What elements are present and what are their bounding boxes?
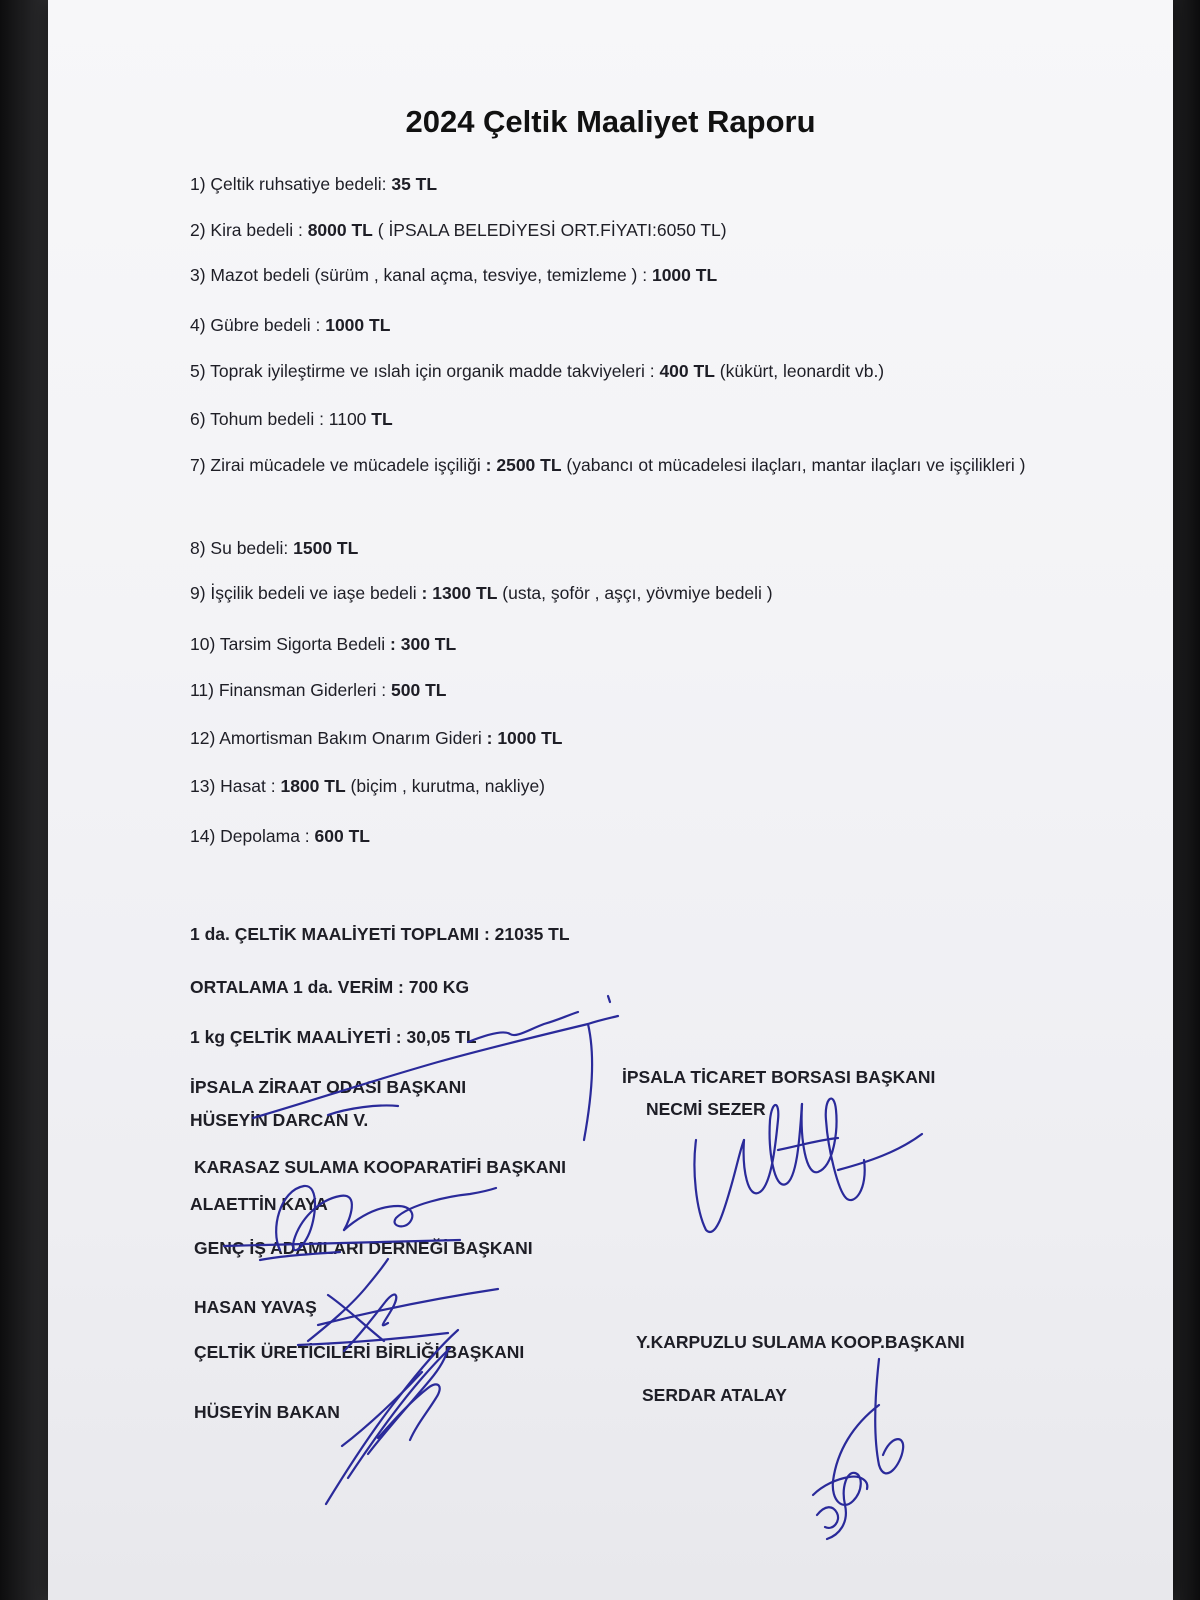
cost-item — [190, 449, 1070, 481]
item-amount: TL — [371, 409, 393, 429]
genc-name: HASAN YAVAŞ — [194, 1297, 317, 1317]
genc-title: GENÇ İŞ ADAMLARI DERNEĞİ BAŞKANI — [194, 1238, 533, 1258]
cost-item — [190, 532, 1070, 564]
item-amount: 1000 TL — [325, 315, 391, 335]
item-label: 4) Gübre bedeli : — [190, 315, 326, 335]
karpuzlu-title: Y.KARPUZLU SULAMA KOOP.BAŞKANI — [636, 1332, 965, 1352]
item-amount: 1000 TL — [651, 265, 718, 285]
total-cost: 1 da. ÇELTİK MAALİYETİ TOPLAMI : 21035 TL — [190, 924, 570, 944]
item-amount: : 300 TL — [390, 634, 457, 654]
item-note: (kükürt, leonardit vb.) — [714, 361, 885, 381]
unit-cost: 1 kg ÇELTİK MAALİYETİ : 30,05 TL — [190, 1027, 477, 1047]
ziraat-title: İPSALA ZİRAAT ODASI BAŞKANI — [190, 1077, 467, 1097]
item-amount: 600 TL — [314, 826, 370, 846]
item-label: 14) Depolama : — [190, 826, 315, 846]
karpuzlu-signature — [783, 1355, 943, 1545]
cost-item — [190, 309, 1070, 341]
karasaz-title: KARASAZ SULAMA KOOPARATİFİ BAŞKANI — [194, 1157, 567, 1177]
item-label: 11) Finansman Giderleri : — [190, 680, 392, 700]
item-label: 8) Su bedeli: — [190, 538, 294, 558]
item-amount: 1500 TL — [293, 538, 359, 558]
document-page — [48, 0, 1173, 1600]
ureticiler-name: HÜSEYİN BAKAN — [194, 1402, 340, 1422]
cost-item — [190, 355, 1070, 387]
cost-item — [190, 722, 1070, 754]
cost-item — [190, 577, 1070, 609]
item-label: 7) Zirai mücadele ve mücadele işçiliği — [190, 455, 486, 475]
average-yield: ORTALAMA 1 da. VERİM : 700 KG — [190, 977, 470, 997]
ureticiler-title: ÇELTİK ÜRETİCİLERİ BİRLİĞİ BAŞKANI — [194, 1342, 525, 1362]
document-title: 2024 Çeltik Maaliyet Raporu — [405, 104, 816, 139]
item-label: 2) Kira bedeli : — [190, 220, 308, 240]
item-label: 1) Çeltik ruhsatiye bedeli: — [190, 174, 392, 194]
cost-item — [190, 820, 1070, 852]
item-label: 6) Tohum bedeli : 1100 — [190, 409, 372, 429]
cost-item — [190, 259, 1070, 291]
cost-item — [190, 674, 1070, 706]
ziraat-name: HÜSEYİN DARCAN V. — [190, 1110, 369, 1130]
borsa-title: İPSALA TİCARET BORSASI BAŞKANI — [622, 1067, 936, 1087]
borsa-signature — [688, 1080, 928, 1250]
borsa-name: NECMİ SEZER — [646, 1099, 766, 1119]
item-amount: 35 TL — [391, 174, 438, 194]
ureticiler-signature — [318, 1328, 488, 1518]
ziraat-signature — [248, 990, 668, 1150]
item-amount: : 2500 TL — [485, 455, 562, 475]
karasaz-name: ALAETTİN KAYA — [190, 1194, 328, 1214]
item-amount: 500 TL — [391, 680, 447, 700]
karpuzlu-name: SERDAR ATALAY — [642, 1385, 787, 1405]
item-amount: : 1300 TL — [421, 583, 498, 603]
item-note: ( İPSALA BELEDİYESİ ORT.FİYATI:6050 TL) — [372, 220, 727, 240]
item-label: 13) Hasat : — [190, 776, 281, 796]
cost-item — [190, 770, 1070, 802]
item-amount: 8000 TL — [307, 220, 373, 240]
cost-item — [190, 628, 1070, 660]
item-amount: 1800 TL — [280, 776, 346, 796]
item-amount: : 1000 TL — [486, 728, 563, 748]
item-note: (biçim , kurutma, nakliye) — [345, 776, 546, 796]
item-note: (yabancı ot mücadelesi ilaçları, mantar ilaçları ve işçilikleri ) — [561, 455, 1026, 475]
item-label: 3) Mazot bedeli (sürüm , kanal açma, tesviye, temizleme ) : — [190, 265, 652, 285]
item-amount: 400 TL — [659, 361, 715, 381]
item-label: 10) Tarsim Sigorta Bedeli — [190, 634, 391, 654]
item-label: 9) İşçilik bedeli ve iaşe bedeli — [190, 583, 422, 603]
cost-item — [190, 214, 1070, 246]
item-note: (usta, şoför , aşçı, yövmiye bedeli ) — [497, 583, 773, 603]
item-label: 5) Toprak iyileştirme ve ıslah için organik madde takviyeleri : — [190, 361, 660, 381]
cost-item — [190, 168, 1070, 200]
cost-item — [190, 403, 1070, 435]
item-label: 12) Amortisman Bakım Onarım Gideri — [190, 728, 487, 748]
